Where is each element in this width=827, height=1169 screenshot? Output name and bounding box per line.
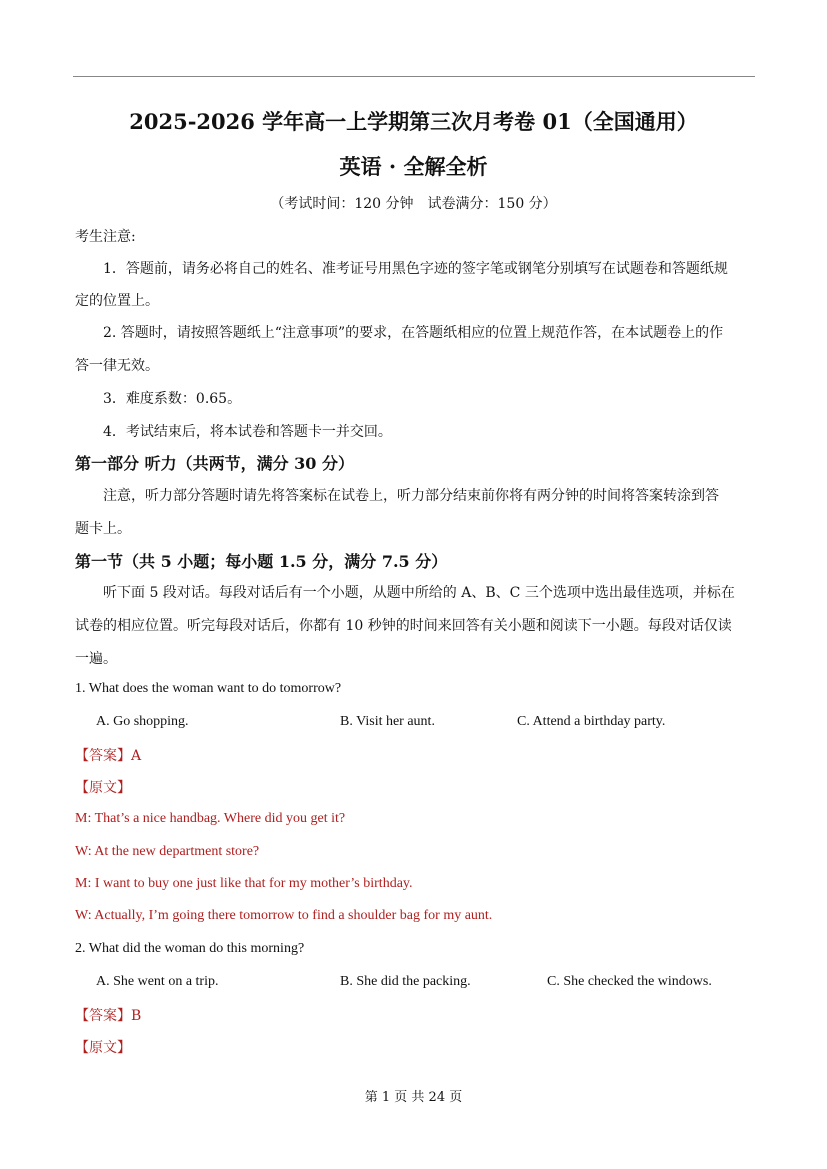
note-item-2: 2. 答题时，请按照答题纸上“注意事项”的要求，在答题纸相应的位置上规范作答，在本试题卷上的作 (103, 325, 724, 341)
question-1-transcript-label: 【原文】 (75, 780, 131, 796)
header-rule (73, 76, 755, 77)
question-1-option-c: C. Attend a birthday party. (517, 714, 666, 729)
section1-instructions-cont: 试卷的相应位置。听完每段对话后，你都有 10 秒钟的时间来回答有关小题和阅读下一小题。每段对话仅读 (75, 618, 732, 634)
transcript-line: M: That’s a nice handbag. Where did you get it? (75, 811, 346, 826)
part1-note-cont: 题卡上。 (75, 521, 131, 537)
transcript-line: W: Actually, I’m going there tomorrow to find a shoulder bag for my aunt. (75, 908, 493, 923)
transcript-line: W: At the new department store? (75, 844, 260, 859)
question-1-option-b: B. Visit her aunt. (340, 714, 435, 729)
question-2-answer: 【答案】B (75, 1008, 142, 1024)
note-item-1: 1．答题前，请务必将自己的姓名、准考证号用黑色字迹的签字笔或钢笔分别填写在试题卷和答题纸规 (103, 261, 728, 277)
transcript-line: M: I want to buy one just like that for my mother’s birthday. (75, 876, 413, 891)
question-2-transcript-label: 【原文】 (75, 1040, 131, 1056)
note-item-3: 3．难度系数：0.65。 (103, 391, 242, 407)
note-item-1-cont: 定的位置上。 (75, 293, 159, 309)
exam-info: （考试时间：120 分钟 试卷满分：150 分） (270, 196, 557, 212)
question-2-stem: 2. What did the woman do this morning? (75, 941, 305, 956)
page-title: 2025-2026 学年高一上学期第三次月考卷 01（全国通用） (129, 109, 698, 134)
notes-heading: 考生注意: (75, 229, 136, 245)
question-1-answer: 【答案】A (75, 748, 142, 764)
part1-note: 注意，听力部分答题时请先将答案标在试卷上，听力部分结束前你将有两分钟的时间将答案转涂到答 (103, 488, 719, 504)
section1-instructions: 听下面 5 段对话。每段对话后有一个小题，从题中所给的 A、B、C 三个选项中选出最佳选项，并标在 (103, 585, 735, 601)
part1-heading: 第一部分 听力（共两节，满分 30 分） (75, 454, 354, 473)
note-item-4: 4．考试结束后，将本试卷和答题卡一并交回。 (103, 424, 392, 440)
question-2-option-a: A. She went on a trip. (96, 974, 219, 989)
question-2-option-c: C. She checked the windows. (547, 974, 712, 989)
page-subtitle: 英语 · 全解全析 (339, 154, 488, 179)
page-footer: 第 1 页 共 24 页 (364, 1090, 463, 1105)
question-1-stem: 1. What does the woman want to do tomorrow? (75, 681, 342, 696)
section1-heading: 第一节（共 5 小题；每小题 1.5 分，满分 7.5 分） (75, 552, 448, 571)
section1-instructions-end: 一遍。 (75, 651, 117, 667)
question-1-option-a: A. Go shopping. (96, 714, 189, 729)
question-2-option-b: B. She did the packing. (340, 974, 471, 989)
note-item-2-cont: 答一律无效。 (75, 358, 159, 374)
